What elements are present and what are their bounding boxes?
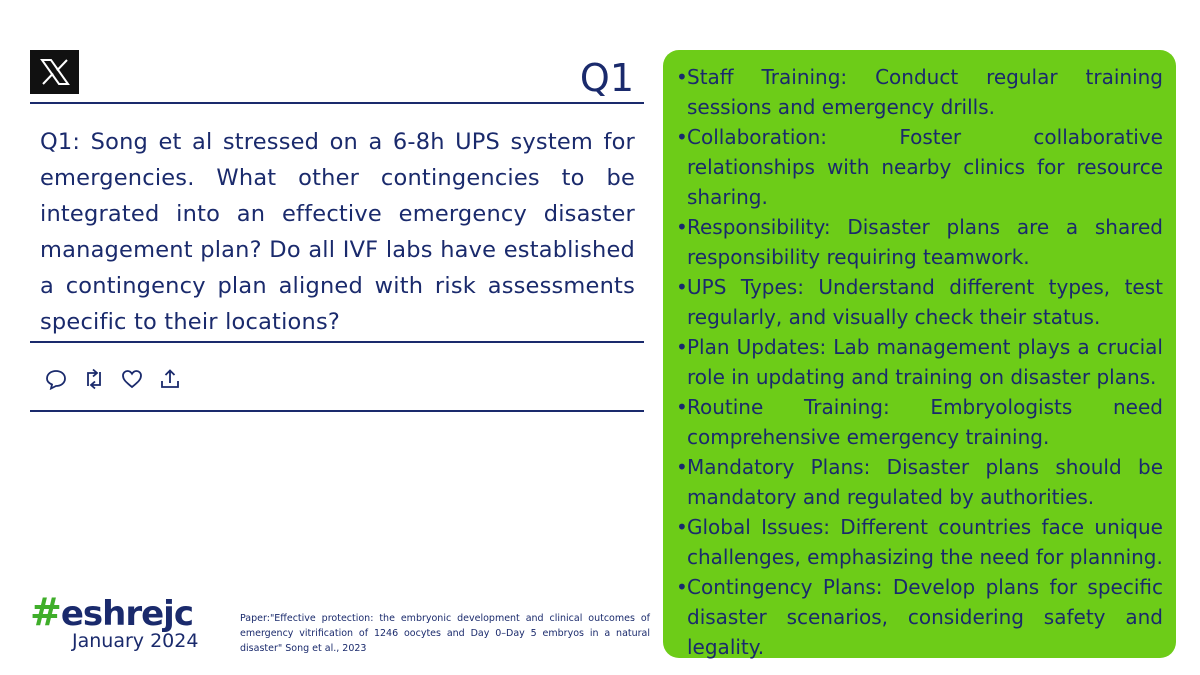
reply-icon[interactable] — [44, 368, 68, 390]
x-logo-icon — [30, 50, 79, 94]
brand-date: January 2024 — [72, 630, 199, 652]
share-icon[interactable] — [158, 368, 182, 390]
answer-item: • Contingency Plans: Develop plans for specific disaster scenarios, considering safety and legality. — [676, 572, 1163, 662]
answer-item: • Global Issues: Different countries face unique challenges, emphasizing the need for planning. — [676, 512, 1163, 572]
divider-bottom — [30, 410, 644, 412]
answer-panel — [663, 50, 1176, 658]
repost-icon[interactable] — [82, 368, 106, 390]
question-label: Q1 — [579, 56, 634, 100]
tweet-actions — [44, 368, 182, 390]
divider-middle — [30, 341, 644, 343]
divider-top — [30, 102, 644, 104]
brand-name: eshrejc — [60, 594, 193, 634]
answer-item: • Mandatory Plans: Disaster plans should be mandatory and regulated by authorities. — [676, 452, 1163, 512]
answer-item: • Staff Training: Conduct regular training sessions and emergency drills. — [676, 62, 1163, 122]
answer-list — [676, 62, 1163, 662]
like-icon[interactable] — [120, 368, 144, 390]
question-text: Q1: Song et al stressed on a 6-8h UPS system for emergencies. What other contingencies to be integrated into an effective emergency disaster management plan? Do all IVF labs have established a contingency plan aligned with risk assessments specific to their locations? — [40, 129, 635, 335]
answer-item: • Collaboration: Foster collaborative relationships with nearby clinics for resource sharing. — [676, 122, 1163, 212]
answer-item: • Responsibility: Disaster plans are a shared responsibility requiring teamwork. — [676, 212, 1163, 272]
hashtag-symbol: # — [30, 590, 61, 634]
paper-citation: Paper:"Effective protection: the embryonic development and clinical outcomes of emergency vitrification of 1246 oocytes and Day 0–Day 5 embryos in a natural disaster" Song et al., 2023 — [240, 613, 650, 654]
answer-item: • Routine Training: Embryologists need comprehensive emergency training. — [676, 392, 1163, 452]
answer-item: • UPS Types: Understand different types, test regularly, and visually check their status. — [676, 272, 1163, 332]
answer-item: • Plan Updates: Lab management plays a crucial role in updating and training on disaster plans. — [676, 332, 1163, 392]
eshrejc-logo — [30, 590, 193, 634]
